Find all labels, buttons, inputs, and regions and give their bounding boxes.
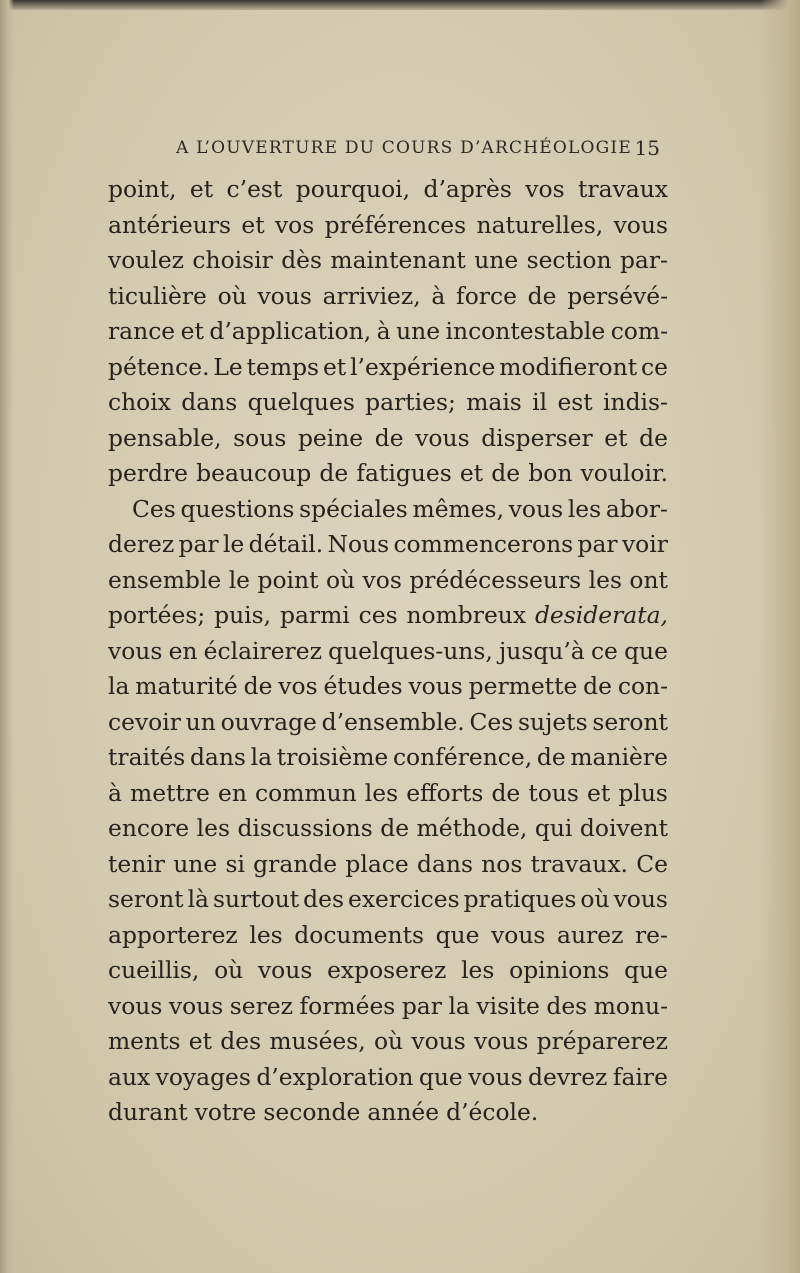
text-line: pensable, sous peine de vous disperser et de: [108, 423, 668, 452]
text-line: tenir une si grande place dans nos travaux. Ce: [108, 849, 668, 878]
text-line: derez par le détail. Nous commencerons par voir: [108, 530, 668, 558]
text-line: encore les discussions de méthode, qui doivent: [108, 814, 668, 842]
page-number: 15: [634, 136, 660, 160]
text-line: durant votre seconde année d’école.: [108, 1098, 539, 1126]
text-line: rance et d’application, à une incontestable com-: [108, 317, 668, 345]
page-left-edge: [0, 0, 14, 1273]
text-line: portées; puis, parmi ces nombreux desiderata,: [108, 601, 668, 629]
text-line: Ces questions spéciales mêmes, vous les abor-: [132, 494, 668, 523]
text-line: apporterez les documents que vous aurez re-: [108, 920, 668, 949]
text-line: ments et des musées, où vous vous préparerez: [108, 1027, 668, 1055]
text-line: voulez choisir dès maintenant une section par-: [108, 246, 668, 274]
text-line: ensemble le point où vos prédécesseurs les ont: [108, 565, 668, 594]
text-line: ticulière où vous arriviez, à force de persévé-: [108, 281, 668, 310]
body-text: [108, 172, 668, 1131]
running-title: A L’OUVERTURE DU COURS D’ARCHÉOLOGIE: [176, 138, 632, 158]
text-line: seront là surtout des exercices pratiques où vous: [108, 885, 668, 913]
text-line: perdre beaucoup de fatigues et de bon vouloir.: [108, 459, 668, 487]
text-line: antérieurs et vos préférences naturelles, vous: [108, 210, 668, 239]
text-line: cevoir un ouvrage d’ensemble. Ces sujets seront: [108, 707, 668, 736]
text-line: vous vous serez formées par la visite des monu-: [108, 991, 668, 1020]
text-line: cueillis, où vous exposerez les opinions que: [108, 956, 668, 984]
text-line: traités dans la troisième conférence, de manière: [108, 743, 668, 771]
text-line: à mettre en commun les efforts de tous et plus: [108, 778, 668, 807]
text-line: vous en éclairerez quelques-uns, jusqu’à ce que: [108, 636, 668, 665]
running-head: [108, 134, 660, 164]
text-line: aux voyages d’exploration que vous devrez faire: [108, 1062, 668, 1091]
page-top-edge: [0, 0, 800, 10]
page-right-edge: [760, 0, 800, 1273]
text-line: point, et c’est pourquoi, d’après vos travaux: [108, 175, 668, 203]
text-line: la maturité de vos études vous permette de con-: [108, 672, 668, 700]
text-line: choix dans quelques parties; mais il est indis-: [108, 388, 668, 416]
text-line: pétence. Le temps et l’expérience modifieront ce: [108, 352, 668, 381]
